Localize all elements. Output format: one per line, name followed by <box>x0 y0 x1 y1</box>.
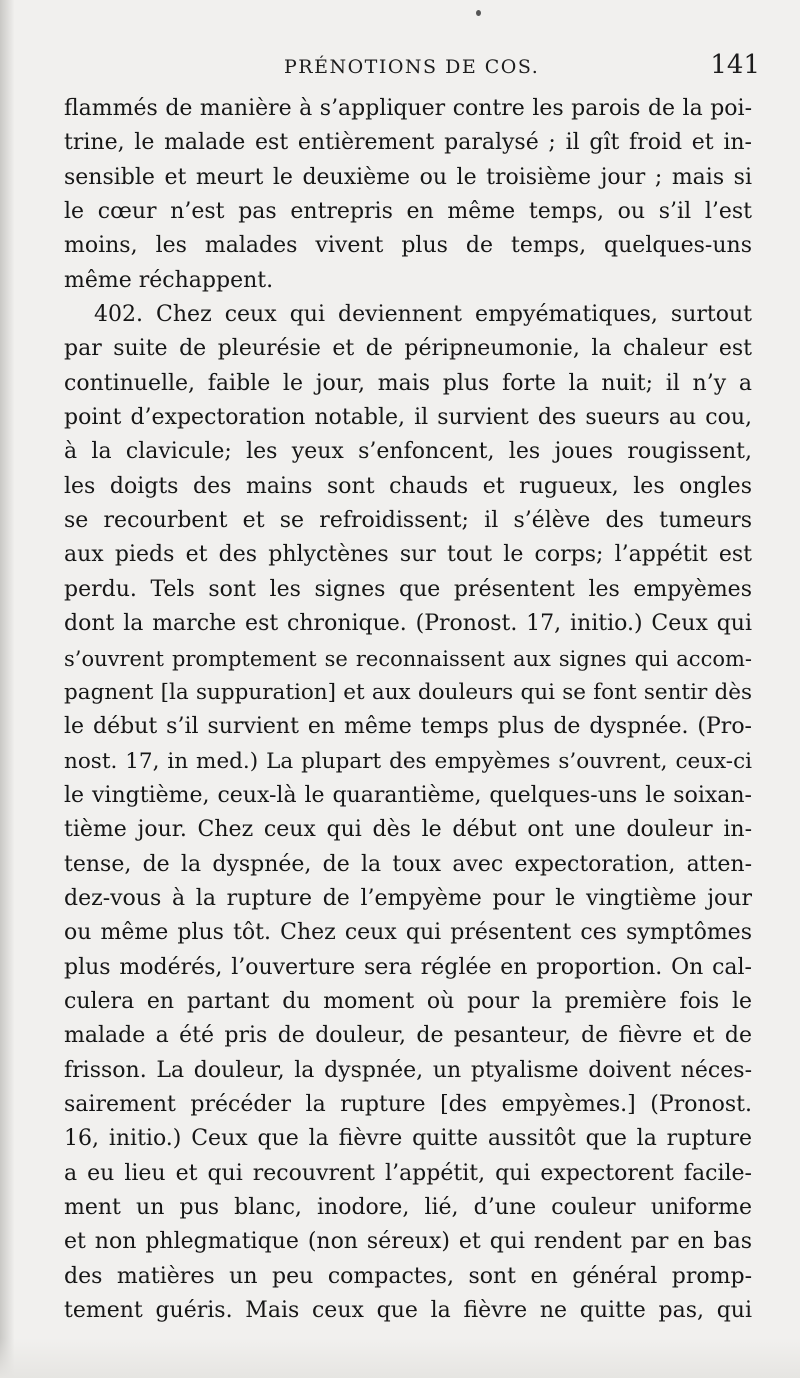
text-line: dont la marche est chronique. (Pronost. 17, initio.) Ceux qui <box>64 611 752 637</box>
text-line: sensible et meurt le deuxième ou le troisième jour ; mais si <box>64 164 752 190</box>
text-line: trine, le malade est entièrement paralysé ; il gît froid et in- <box>64 130 752 156</box>
text-line: a eu lieu et qui recouvrent l’appétit, qui expectorent facile- <box>64 1160 752 1186</box>
text-line: frisson. La douleur, la dyspnée, un ptyalisme doivent néces- <box>64 1057 752 1083</box>
text-line: s’ouvrent promptement se reconnaissent aux signes qui accom- <box>64 646 752 671</box>
body-text <box>64 92 752 1328</box>
text-line: dez-vous à la rupture de l’empyème pour le vingtième jour <box>64 885 752 911</box>
paragraph-402-start: 402. Chez ceux qui deviennent empyématiques, surtout <box>94 302 752 328</box>
text-line: sairement précéder la rupture [des empyèmes.] (Pronost. <box>64 1091 752 1117</box>
scan-shadow-left <box>0 0 14 1378</box>
text-line: ment un pus blanc, inodore, lié, d’une couleur uniforme <box>64 1195 752 1220</box>
running-title: PRÉNOTIONS DE COS. <box>284 56 540 78</box>
text-line: même réchappent. <box>64 267 274 293</box>
text-line: le vingtième, ceux-là le quarantième, quelques-uns le soixan- <box>64 782 752 808</box>
text-line: les doigts des mains sont chauds et rugueux, les ongles <box>64 473 752 499</box>
text-line: tense, de la dyspnée, de la toux avec expectoration, atten- <box>64 851 752 877</box>
text-line: flammés de manière à s’appliquer contre les parois de la poi- <box>64 96 752 121</box>
text-line: se recourbent et se refroidissent; il s’élève des tumeurs <box>64 508 752 534</box>
text-line: et non phlegmatique (non séreux) et qui rendent par en bas <box>64 1229 752 1255</box>
text-line: des matières un peu compactes, sont en général promp- <box>64 1263 752 1289</box>
text-line: le cœur n’est pas entrepris en même temps, ou s’il l’est <box>64 199 752 225</box>
text-line: nost. 17, in med.) La plupart des empyèmes s’ouvrent, ceux-ci <box>64 748 752 774</box>
running-header <box>62 50 760 84</box>
text-line: perdu. Tels sont les signes que présentent les empyèmes <box>64 576 752 602</box>
text-line: tement guéris. Mais ceux que la fièvre ne quitte pas, qui <box>64 1298 752 1324</box>
text-line: culera en partant du moment où pour la première fois le <box>64 988 752 1014</box>
text-line: plus modérés, l’ouverture sera réglée en proportion. On cal- <box>64 954 752 980</box>
ink-speck <box>476 10 481 16</box>
text-line: à la clavicule; les yeux s’enfoncent, les joues rougissent, <box>64 439 752 465</box>
text-line: ou même plus tôt. Chez ceux qui présentent ces symptômes <box>64 920 752 946</box>
text-line: continuelle, faible le jour, mais plus forte la nuit; il n’y a <box>64 370 752 396</box>
text-line: aux pieds et des phlyctènes sur tout le corps; l’appétit est <box>64 542 752 568</box>
scan-shadow-bottom <box>0 1338 800 1378</box>
text-line: moins, les malades vivent plus de temps, quelques-uns <box>64 233 752 259</box>
text-line: tième jour. Chez ceux qui dès le début ont une douleur in- <box>64 817 752 843</box>
text-line: 16, initio.) Ceux que la fièvre quitte aussitôt que la rupture <box>64 1126 752 1152</box>
text-line: malade a été pris de douleur, de pesanteur, de fièvre et de <box>64 1023 752 1049</box>
text-line: le début s’il survient en même temps plus de dyspnée. (Pro- <box>64 714 752 740</box>
text-line: pagnent [la suppuration] et aux douleurs qui se font sentir dès <box>64 679 752 705</box>
text-line: par suite de pleurésie et de péripneumonie, la chaleur est <box>64 336 752 362</box>
page-number: 141 <box>710 50 760 80</box>
text-line: point d’expectoration notable, il survient des sueurs au cou, <box>64 405 752 431</box>
